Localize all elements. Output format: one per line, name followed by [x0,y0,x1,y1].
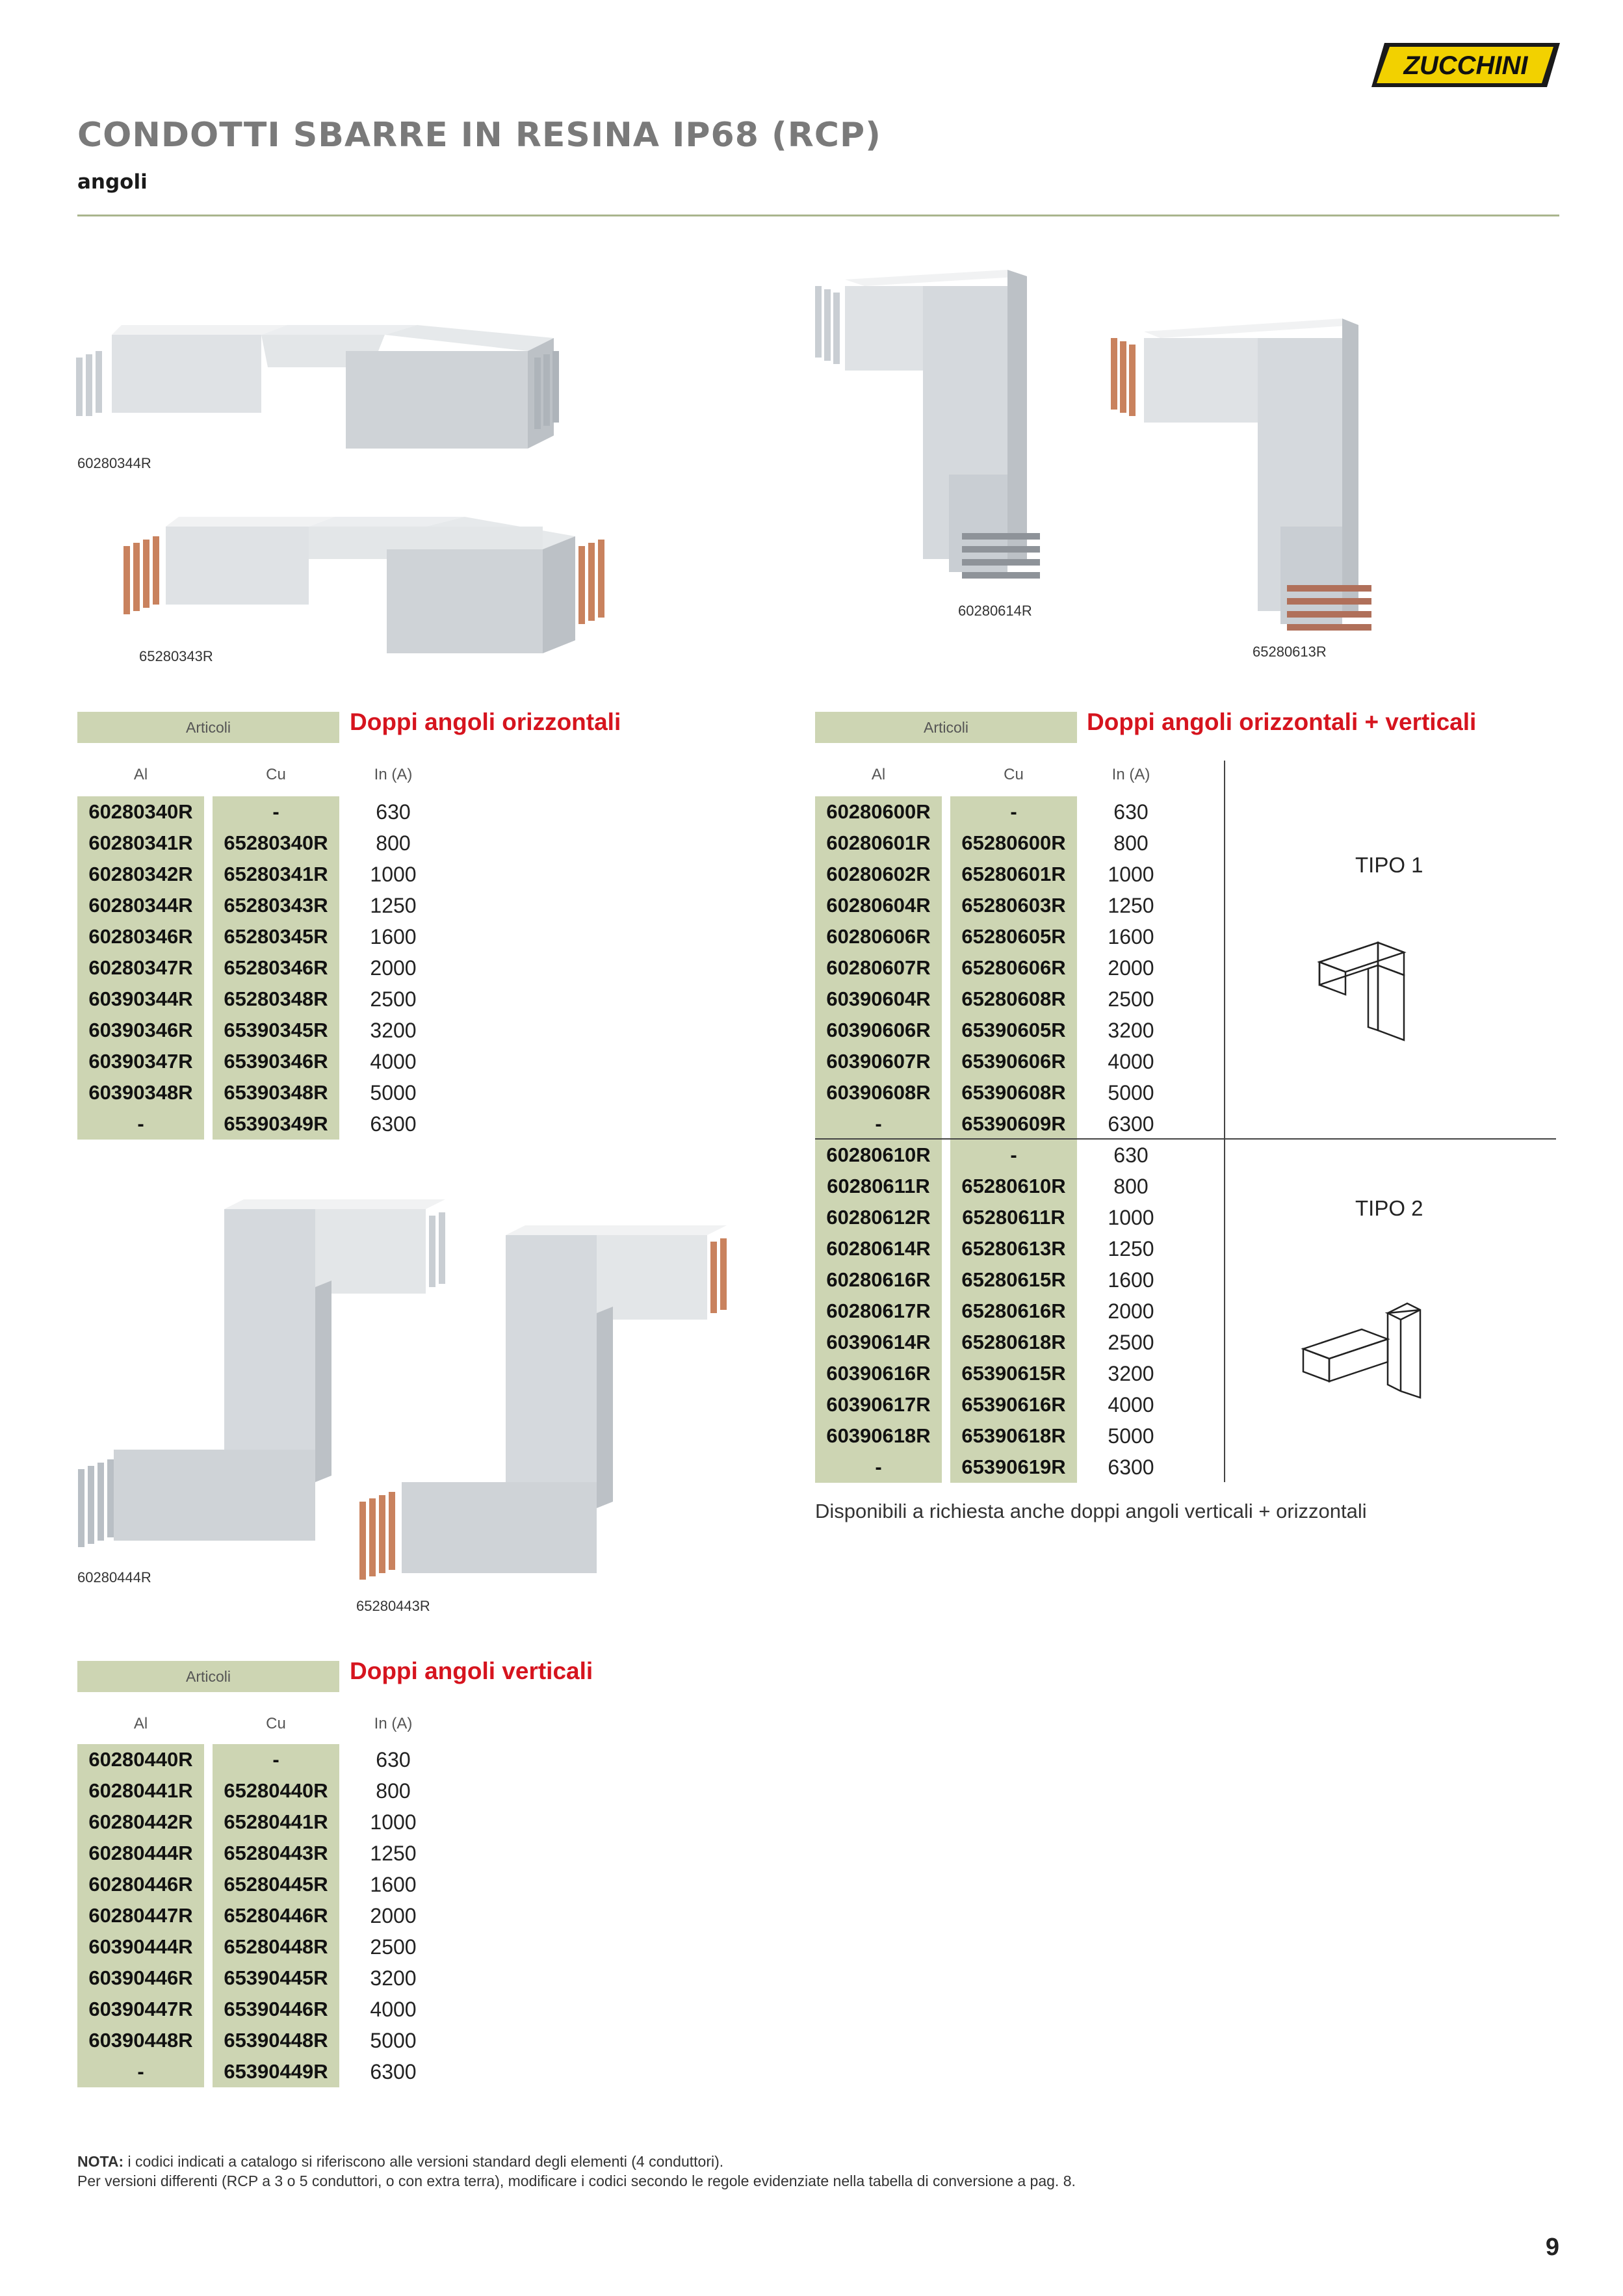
cell-al-code: 60280442R [77,1807,204,1838]
cell-cu-code: 65390619R [950,1452,1077,1483]
tipo-separator [815,1138,1556,1140]
cell-cu-code: 65280446R [213,1900,339,1931]
cell-current-rating: 1600 [1108,1268,1154,1292]
header-rule [77,215,1559,216]
cell-cu-code: 65390345R [213,1015,339,1046]
cell-cu-code: 65280613R [950,1233,1077,1264]
cell-al-code: 60390607R [815,1046,942,1077]
cell-al-code: 60280600R [815,796,942,828]
cell-cu-code: 65390609R [950,1108,1077,1140]
cell-cu-code: 65280611R [950,1202,1077,1233]
cell-current-rating: 2500 [1108,987,1154,1011]
cell-current-rating: 2500 [370,1935,417,1959]
cell-cu-code: 65280610R [950,1171,1077,1202]
note-line-2: Per versioni differenti (RCP a 3 o 5 conduttori, o con extra terra), modificare i codici secondo le regole evidenziate nella tabella di conversione a pag. 8. [77,2172,1076,2189]
cell-cu-code: 65280606R [950,952,1077,984]
col-head-in: In (A) [374,1715,413,1732]
cell-current-rating: 1000 [1108,1206,1154,1229]
cell-al-code: 60280446R [77,1869,204,1900]
page-subtitle: angoli [77,170,148,194]
cell-al-code: 60280612R [815,1202,942,1233]
cell-al-code: 60390346R [77,1015,204,1046]
section-title: Doppi angoli verticali [350,1658,593,1684]
image-caption: 65280613R [1253,644,1327,660]
page-title: CONDOTTI SBARRE IN RESINA IP68 (RCP) [77,116,881,155]
cell-current-rating: 800 [1113,1175,1149,1198]
col-head-al: Al [133,766,148,783]
cell-current-rating: 2000 [1108,956,1154,980]
col-head-cu: Cu [1004,766,1024,783]
cell-al-code: 60390444R [77,1931,204,1963]
cell-cu-code: 65280441R [213,1807,339,1838]
cell-current-rating: 5000 [1108,1424,1154,1448]
note-line-1: i codici indicati a catalogo si riferiscono alle versioni standard degli elementi (4 conduttori). [123,2153,724,2170]
cell-al-code: 60280601R [815,828,942,859]
cell-cu-code: 65390615R [950,1358,1077,1389]
cell-cu-code: 65280341R [213,859,339,890]
product-image-hv-cu [1108,306,1446,644]
cell-cu-code: 65280445R [213,1869,339,1900]
tipo-1-label: TIPO 1 [1355,853,1423,877]
articoli-header: Articoli [77,712,339,743]
cell-current-rating: 1000 [370,863,417,886]
cell-current-rating: 4000 [1108,1393,1154,1416]
cell-al-code: 60390344R [77,984,204,1015]
cell-current-rating: 6300 [370,2060,417,2083]
cell-al-code: 60280617R [815,1296,942,1327]
cell-al-code: 60280602R [815,859,942,890]
cell-cu-code: 65280615R [950,1264,1077,1296]
cell-al-code: 60280610R [815,1140,942,1171]
cell-current-rating: 630 [376,800,411,824]
logo-text: ZUCCHINI [1403,51,1528,80]
col-head-al: Al [871,766,886,783]
cell-current-rating: 3200 [1108,1362,1154,1385]
cell-cu-code: - [213,796,339,828]
product-image-vertical-cu [356,1216,733,1593]
cell-cu-code: 65280601R [950,859,1077,890]
cell-al-code: 60280344R [77,890,204,921]
cell-cu-code: 65390605R [950,1015,1077,1046]
image-caption: 65280443R [356,1598,430,1614]
cell-current-rating: 630 [1113,800,1149,824]
cell-al-code: 60390347R [77,1046,204,1077]
cell-current-rating: 2500 [1108,1331,1154,1354]
cell-current-rating: 2000 [370,1904,417,1927]
cell-current-rating: 630 [376,1748,411,1771]
cell-current-rating: 3200 [370,1966,417,1990]
cell-current-rating: 800 [376,1779,411,1803]
cell-current-rating: 1600 [1108,925,1154,948]
cell-current-rating: 1600 [370,1873,417,1896]
cell-cu-code: - [950,1140,1077,1171]
cell-al-code: 60390448R [77,2025,204,2056]
cell-al-code: - [815,1452,942,1483]
cell-cu-code: 65280608R [950,984,1077,1015]
cell-current-rating: 1250 [370,1842,417,1865]
section-title: Doppi angoli orizzontali + verticali [1087,709,1477,735]
cell-al-code: 60390606R [815,1015,942,1046]
cell-cu-code: 65280616R [950,1296,1077,1327]
cell-al-code: 60390614R [815,1327,942,1358]
cell-current-rating: 5000 [370,2029,417,2052]
cell-cu-code: 65280340R [213,828,339,859]
footnote [77,2152,1559,2191]
image-caption: 65280343R [139,648,213,664]
cell-cu-code: 65280440R [213,1775,339,1807]
cell-al-code: 60280342R [77,859,204,890]
image-caption: 60280614R [958,603,1032,619]
cell-al-code: 60280604R [815,890,942,921]
cell-cu-code: 65390346R [213,1046,339,1077]
col-head-cu: Cu [266,1715,286,1732]
cell-cu-code: 65280343R [213,890,339,921]
cell-current-rating: 3200 [370,1019,417,1042]
cell-cu-code: 65390349R [213,1108,339,1140]
cell-current-rating: 6300 [1108,1112,1154,1136]
cell-al-code: 60390604R [815,984,942,1015]
cell-al-code: 60280611R [815,1171,942,1202]
articoli-header: Articoli [77,1661,339,1692]
cell-al-code: 60390608R [815,1077,942,1108]
cell-cu-code: 65280618R [950,1327,1077,1358]
cell-cu-code: 65390606R [950,1046,1077,1077]
page-number: 9 [1545,2234,1559,2261]
cell-current-rating: 1250 [370,894,417,917]
cell-cu-code: 65390616R [950,1389,1077,1420]
cell-current-rating: 3200 [1108,1019,1154,1042]
cell-cu-code: 65390446R [213,1994,339,2025]
cell-al-code: 60280606R [815,921,942,952]
image-caption: 60280444R [77,1569,151,1585]
cell-al-code: 60390617R [815,1389,942,1420]
section-title: Doppi angoli orizzontali [350,709,621,735]
cell-current-rating: 4000 [1108,1050,1154,1073]
cell-cu-code: 65280605R [950,921,1077,952]
cell-cu-code: 65280600R [950,828,1077,859]
cell-al-code: 60280447R [77,1900,204,1931]
cell-al-code: - [77,1108,204,1140]
cell-current-rating: 6300 [1108,1455,1154,1479]
cell-al-code: - [77,2056,204,2087]
cell-cu-code: 65280348R [213,984,339,1015]
cell-cu-code: 65390348R [213,1077,339,1108]
tipo-2-diagram [1293,1294,1430,1407]
cell-cu-code: 65280603R [950,890,1077,921]
availability-note: Disponibili a richiesta anche doppi angoli verticali + orizzontali [815,1500,1367,1522]
cell-current-rating: 1600 [370,925,417,948]
cell-cu-code: 65390449R [213,2056,339,2087]
cell-al-code: 60280341R [77,828,204,859]
cell-current-rating: 2000 [1108,1299,1154,1323]
cell-current-rating: 1250 [1108,1237,1154,1260]
cell-current-rating: 2000 [370,956,417,980]
cell-current-rating: 1250 [1108,894,1154,917]
cell-current-rating: 5000 [1108,1081,1154,1104]
cell-current-rating: 1000 [370,1810,417,1834]
cell-current-rating: 630 [1113,1143,1149,1167]
cell-al-code: 60280444R [77,1838,204,1869]
tipo-2-label: TIPO 2 [1355,1196,1423,1220]
cell-al-code: 60390447R [77,1994,204,2025]
cell-al-code: 60390618R [815,1420,942,1452]
cell-current-rating: 5000 [370,1081,417,1104]
cell-al-code: 60390616R [815,1358,942,1389]
table-divider [1224,761,1225,1482]
cell-current-rating: 6300 [370,1112,417,1136]
cell-al-code: 60280607R [815,952,942,984]
cell-al-code: 60390348R [77,1077,204,1108]
note-label: NOTA: [77,2153,124,2170]
cell-al-code: 60280346R [77,921,204,952]
cell-cu-code: 65390445R [213,1963,339,1994]
tipo-1-diagram [1306,936,1436,1047]
col-head-cu: Cu [266,766,286,783]
cell-cu-code: - [213,1744,339,1775]
cell-cu-code: 65390618R [950,1420,1077,1452]
cell-cu-code: 65280443R [213,1838,339,1869]
col-head-in: In (A) [374,766,413,783]
col-head-al: Al [133,1715,148,1732]
product-image-horizontal-cu [120,501,614,663]
cell-current-rating: 800 [1113,831,1149,855]
cell-al-code: 60280347R [77,952,204,984]
cell-cu-code: 65280448R [213,1931,339,1963]
cell-cu-code: 65280346R [213,952,339,984]
cell-current-rating: 2500 [370,987,417,1011]
product-image-hv-al [812,260,1150,598]
cell-cu-code: 65390448R [213,2025,339,2056]
cell-al-code: 60280440R [77,1744,204,1775]
cell-al-code: 60280616R [815,1264,942,1296]
cell-al-code: 60280340R [77,796,204,828]
cell-cu-code: 65280345R [213,921,339,952]
cell-current-rating: 1000 [1108,863,1154,886]
col-head-in: In (A) [1111,766,1150,783]
cell-al-code: 60280441R [77,1775,204,1807]
image-caption: 60280344R [77,455,151,471]
articoli-header: Articoli [815,712,1077,743]
product-image-horizontal-al [73,296,567,458]
cell-current-rating: 4000 [370,1050,417,1073]
cell-cu-code: - [950,796,1077,828]
cell-current-rating: 4000 [370,1998,417,2021]
cell-al-code: 60280614R [815,1233,942,1264]
cell-cu-code: 65390608R [950,1077,1077,1108]
cell-al-code: - [815,1108,942,1140]
cell-current-rating: 800 [376,831,411,855]
zucchini-logo [1371,40,1560,90]
cell-al-code: 60390446R [77,1963,204,1994]
